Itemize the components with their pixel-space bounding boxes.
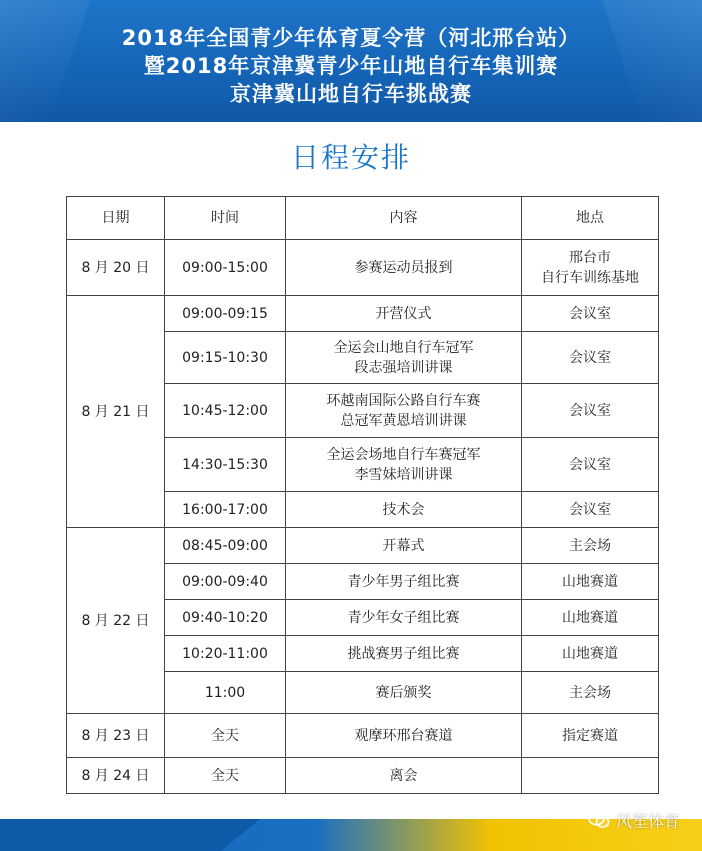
date-cell: 8 月 23 日 (67, 714, 165, 758)
location-cell (522, 758, 659, 794)
content-cell (286, 528, 522, 564)
content-line: 总冠军黄恩培训讲课 (340, 412, 467, 429)
location-line: 自行车训练基地 (541, 269, 639, 286)
time-cell: 09:00-15:00 (165, 240, 286, 296)
content-cell (286, 672, 522, 714)
table-row (67, 296, 659, 332)
location-cell (522, 384, 659, 438)
content-line: 环越南国际公路自行车赛 (326, 392, 481, 409)
content-line: 全运会场地自行车赛冠军 (326, 446, 481, 463)
time-cell: 09:15-10:30 (165, 332, 286, 384)
location-cell (522, 438, 659, 492)
location-line: 会议室 (569, 456, 611, 473)
content-line: 观摩环邢台赛道 (354, 727, 453, 744)
table-row (67, 528, 659, 564)
content-line: 段志强培训讲课 (354, 359, 453, 376)
content-line: 青少年女子组比赛 (347, 609, 460, 626)
time-cell: 09:40-10:20 (165, 600, 286, 636)
location-line: 山地赛道 (562, 645, 618, 662)
table-header-row (67, 197, 659, 240)
content-line: 技术会 (382, 501, 425, 518)
content-cell (286, 438, 522, 492)
location-line: 山地赛道 (562, 573, 618, 590)
location-line: 山地赛道 (562, 609, 618, 626)
content-line: 参赛运动员报到 (354, 259, 453, 276)
date-cell: 8 月 21 日 (67, 296, 165, 528)
content-line: 开幕式 (382, 537, 425, 554)
location-cell (522, 240, 659, 296)
time-cell: 10:45-12:00 (165, 384, 286, 438)
location-line: 会议室 (569, 402, 611, 419)
section-title: 日程安排 (290, 141, 411, 174)
location-cell (522, 636, 659, 672)
location-cell (522, 492, 659, 528)
time-cell: 11:00 (165, 672, 286, 714)
time-cell: 09:00-09:40 (165, 564, 286, 600)
header-title-line-2: 暨2018年京津冀青少年山地自行车集训赛 (143, 54, 559, 78)
column-header-content: 内容 (286, 197, 522, 240)
location-cell (522, 714, 659, 758)
time-cell: 16:00-17:00 (165, 492, 286, 528)
table-row (67, 714, 659, 758)
header-title-line-1: 2018年全国青少年体育夏令营（河北邢台站） (121, 26, 581, 50)
column-header-date: 日期 (67, 197, 165, 240)
content-cell (286, 714, 522, 758)
column-header-location: 地点 (522, 197, 659, 240)
footer-decor (0, 819, 260, 851)
content-cell (286, 384, 522, 438)
wechat-icon (588, 811, 610, 829)
content-line: 挑战赛男子组比赛 (347, 645, 460, 662)
location-line: 主会场 (569, 684, 611, 701)
location-cell (522, 332, 659, 384)
location-line: 会议室 (569, 349, 611, 366)
location-cell (522, 564, 659, 600)
location-cell (522, 528, 659, 564)
content-cell (286, 600, 522, 636)
content-cell (286, 296, 522, 332)
content-line: 开营仪式 (375, 305, 432, 322)
location-cell (522, 600, 659, 636)
watermark-text: 风笙体育 (615, 811, 680, 831)
header-banner (0, 0, 702, 122)
content-cell (286, 564, 522, 600)
content-cell (286, 332, 522, 384)
schedule-table (66, 196, 659, 794)
content-line: 赛后颁奖 (375, 684, 432, 701)
location-line: 指定赛道 (562, 727, 618, 744)
location-line: 主会场 (569, 537, 611, 554)
location-line: 邢台市 (569, 249, 611, 266)
table-row (67, 758, 659, 794)
location-cell (522, 672, 659, 714)
content-line: 离会 (389, 767, 418, 784)
date-cell: 8 月 20 日 (67, 240, 165, 296)
table-row (67, 240, 659, 296)
time-cell: 全天 (165, 758, 286, 794)
location-line: 会议室 (569, 501, 611, 518)
date-cell: 8 月 22 日 (67, 528, 165, 714)
time-cell: 全天 (165, 714, 286, 758)
time-cell: 10:20-11:00 (165, 636, 286, 672)
time-cell: 14:30-15:30 (165, 438, 286, 492)
content-cell (286, 492, 522, 528)
time-cell: 09:00-09:15 (165, 296, 286, 332)
content-line: 李雪妹培训讲课 (354, 466, 453, 483)
content-cell (286, 636, 522, 672)
time-cell: 08:45-09:00 (165, 528, 286, 564)
location-cell (522, 296, 659, 332)
column-header-time: 时间 (165, 197, 286, 240)
content-line: 全运会山地自行车冠军 (333, 339, 474, 356)
location-line: 会议室 (569, 305, 611, 322)
content-line: 青少年男子组比赛 (347, 573, 460, 590)
schedule-body (67, 240, 659, 794)
content-cell (286, 758, 522, 794)
watermark (588, 806, 680, 834)
header-title-line-3: 京津冀山地自行车挑战赛 (230, 82, 472, 106)
date-cell: 8 月 24 日 (67, 758, 165, 794)
content-cell (286, 240, 522, 296)
